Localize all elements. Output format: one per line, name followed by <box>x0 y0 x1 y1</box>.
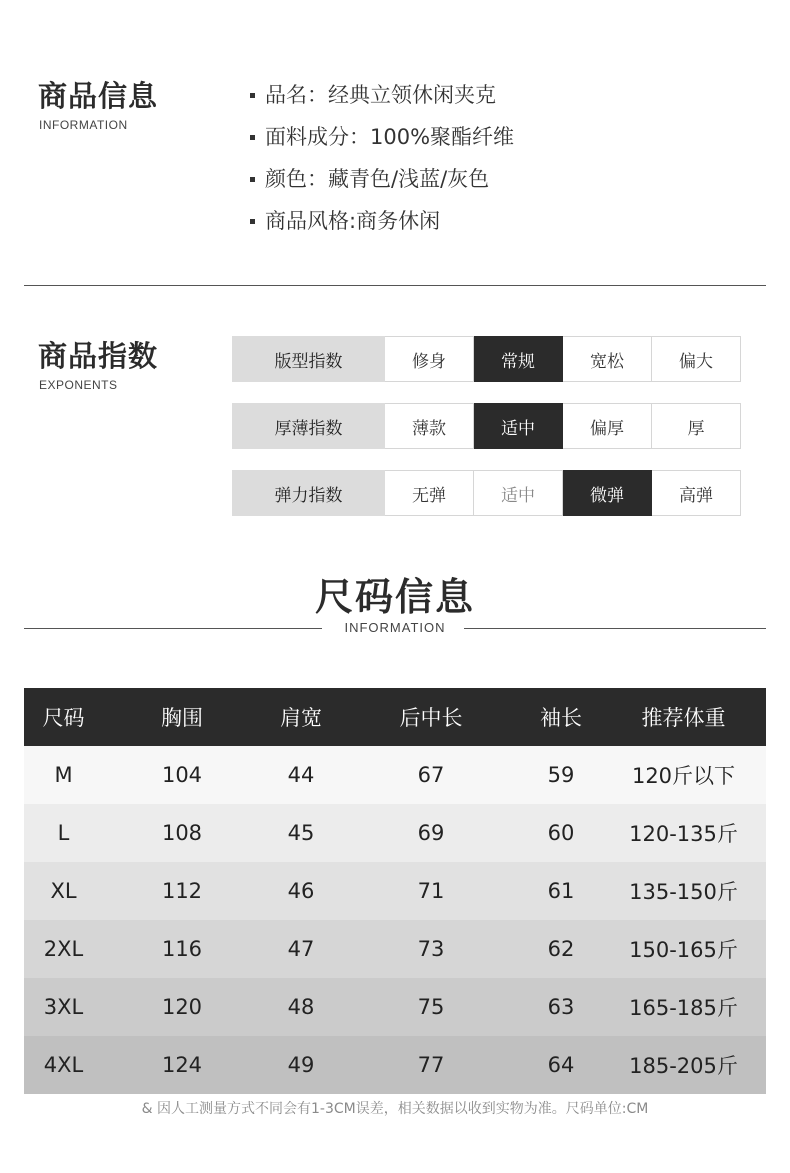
info-item-text: 面料成分：100%聚酯纤维 <box>265 125 515 149</box>
table-cell: 124 <box>161 1053 203 1077</box>
fit-option-regular: 常规 <box>474 336 563 382</box>
header-size: 尺码 <box>24 688 103 746</box>
table-cell: 45 <box>287 821 315 845</box>
table-cell: 67 <box>417 763 445 787</box>
fit-option-loose: 宽松 <box>563 336 652 382</box>
size-table <box>24 688 766 1094</box>
info-item <box>250 74 514 116</box>
table-cell: 112 <box>161 879 203 903</box>
measurement-note: & 因人工测量方式不同会有1-3CM误差，相关数据以收到实物为准。尺码单位:CM <box>141 1101 649 1117</box>
table-cell: 4XL <box>43 1053 84 1077</box>
fit-option-oversize: 偏大 <box>652 336 741 382</box>
bullet-icon <box>250 219 255 224</box>
table-cell: 64 <box>547 1053 575 1077</box>
thickness-option-thicker: 偏厚 <box>563 403 652 449</box>
size-table-header <box>24 688 766 746</box>
size-subtitle-line-right <box>464 628 766 629</box>
elasticity-option-slight: 微弹 <box>563 470 652 516</box>
table-cell: 165-185斤 <box>629 996 738 1020</box>
size-info-title: 尺码信息 <box>314 575 475 619</box>
table-cell: 63 <box>547 995 575 1019</box>
table-cell: M <box>54 763 73 787</box>
table-cell: 71 <box>417 879 445 903</box>
table-cell: 69 <box>417 821 445 845</box>
table-cell: L <box>57 821 70 845</box>
bullet-icon <box>250 93 255 98</box>
elasticity-option-high: 高弹 <box>652 470 741 516</box>
info-item <box>250 200 514 242</box>
table-cell: 47 <box>287 937 315 961</box>
header-sleeve: 袖长 <box>521 688 601 746</box>
size-info-subtitle: INFORMATION <box>344 620 446 635</box>
info-item-text: 品名：经典立领休闲夹克 <box>265 83 496 107</box>
fit-option-slim: 修身 <box>385 336 474 382</box>
thickness-option-thin: 薄款 <box>385 403 474 449</box>
bullet-icon <box>250 135 255 140</box>
header-weight: 推荐体重 <box>601 688 766 746</box>
thickness-index-row <box>232 403 741 449</box>
table-row <box>24 1036 766 1094</box>
table-cell: 49 <box>287 1053 315 1077</box>
table-cell: XL <box>50 879 77 903</box>
table-cell: 48 <box>287 995 315 1019</box>
header-length: 后中长 <box>341 688 521 746</box>
thickness-option-medium: 适中 <box>474 403 563 449</box>
section-divider <box>24 285 766 286</box>
table-cell: 3XL <box>43 995 84 1019</box>
table-cell: 150-165斤 <box>629 938 738 962</box>
table-row <box>24 978 766 1036</box>
table-cell: 185-205斤 <box>629 1054 738 1078</box>
table-row <box>24 746 766 804</box>
table-row <box>24 804 766 862</box>
elasticity-option-none: 无弹 <box>385 470 474 516</box>
table-cell: 62 <box>547 937 575 961</box>
info-item-text: 颜色：藏青色/浅蓝/灰色 <box>265 167 490 191</box>
table-cell: 2XL <box>43 937 84 961</box>
table-cell: 46 <box>287 879 315 903</box>
table-cell: 61 <box>547 879 575 903</box>
table-cell: 75 <box>417 995 445 1019</box>
info-item-text: 商品风格:商务休闲 <box>265 209 441 233</box>
table-cell: 104 <box>161 763 203 787</box>
table-cell: 120-135斤 <box>629 822 738 846</box>
elasticity-index-row <box>232 470 741 516</box>
product-info-subtitle: INFORMATION <box>39 118 128 132</box>
bullet-icon <box>250 177 255 182</box>
header-chest: 胸围 <box>103 688 261 746</box>
table-cell: 116 <box>161 937 203 961</box>
product-info-list <box>250 74 514 242</box>
exponents-title: 商品指数 <box>38 339 159 373</box>
product-info-title: 商品信息 <box>38 79 159 113</box>
table-cell: 60 <box>547 821 575 845</box>
thickness-option-thick: 厚 <box>652 403 741 449</box>
table-row <box>24 862 766 920</box>
table-cell: 44 <box>287 763 315 787</box>
table-cell: 108 <box>161 821 203 845</box>
table-cell: 120斤以下 <box>631 764 736 788</box>
table-cell: 59 <box>547 763 575 787</box>
table-row <box>24 920 766 978</box>
table-cell: 77 <box>417 1053 445 1077</box>
info-item <box>250 116 514 158</box>
fit-index-label: 版型指数 <box>232 336 385 382</box>
header-shoulder: 肩宽 <box>261 688 341 746</box>
table-cell: 135-150斤 <box>629 880 738 904</box>
info-item <box>250 158 514 200</box>
table-cell: 120 <box>161 995 203 1019</box>
thickness-index-label: 厚薄指数 <box>232 403 385 449</box>
elasticity-index-label: 弹力指数 <box>232 470 385 516</box>
table-cell: 73 <box>417 937 445 961</box>
elasticity-option-medium: 适中 <box>474 470 563 516</box>
exponents-subtitle: EXPONENTS <box>39 378 118 392</box>
fit-index-row <box>232 336 741 382</box>
